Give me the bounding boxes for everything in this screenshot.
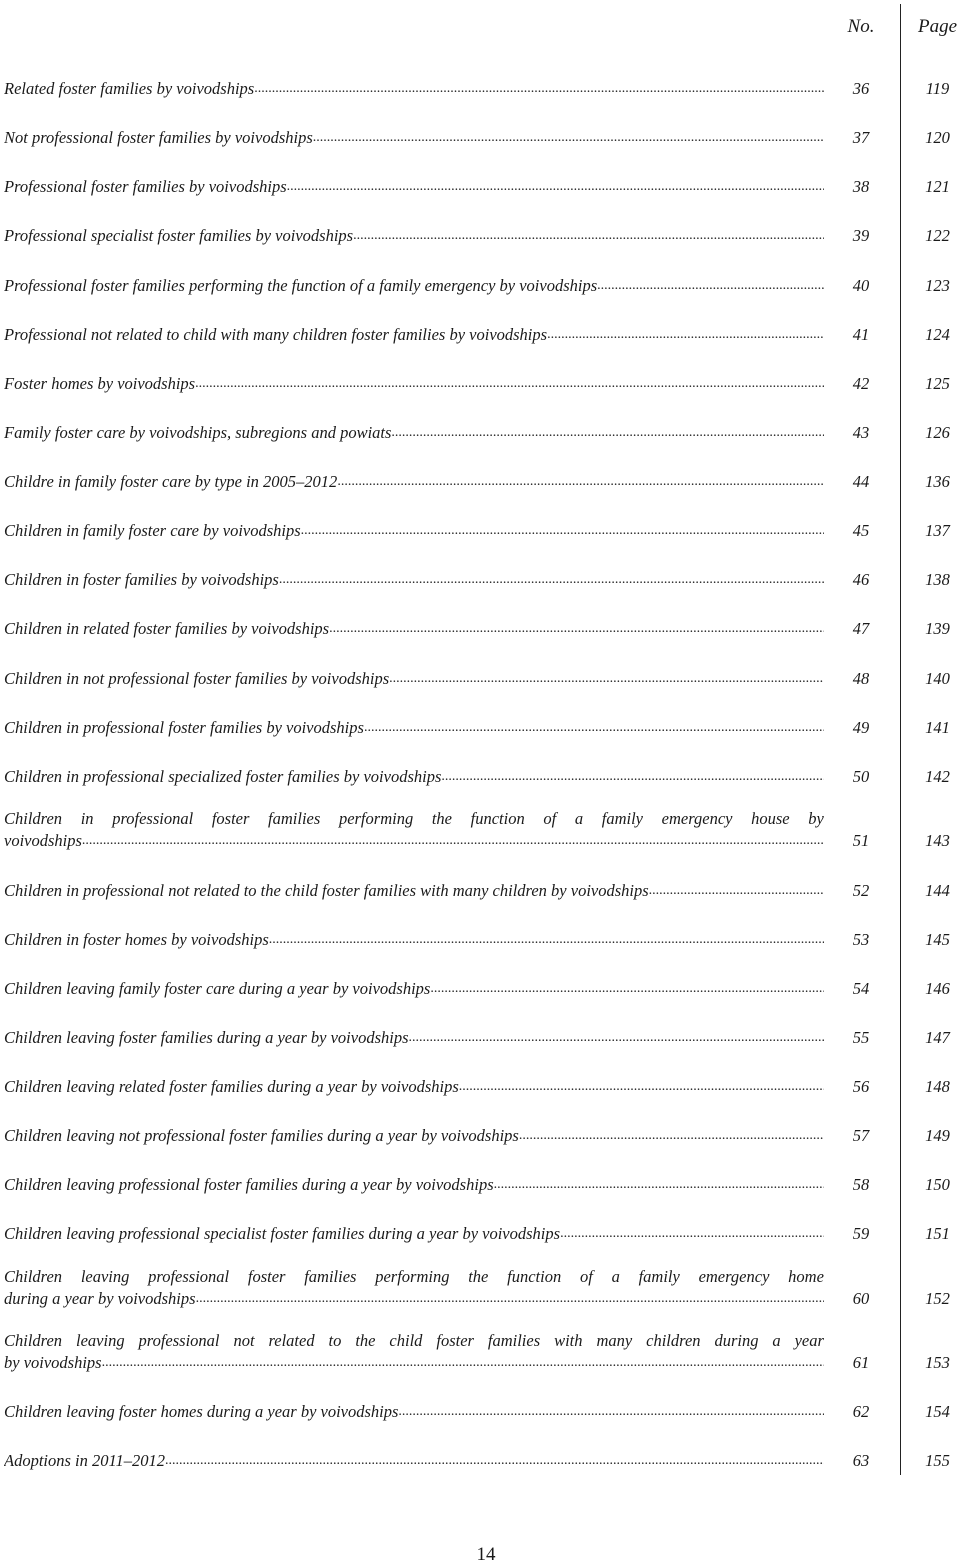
toc-entry[interactable]	[0, 225, 960, 247]
toc-entry[interactable]	[0, 471, 960, 493]
dot-leader	[519, 1125, 824, 1147]
dot-leader	[389, 668, 824, 690]
toc-entry-title	[4, 618, 824, 640]
toc-entry-title	[4, 1174, 824, 1196]
toc-entry-title-word: the	[355, 1331, 376, 1350]
dot-leader	[597, 275, 824, 297]
toc-entry-title	[4, 1330, 824, 1374]
toc-entry-title-word: family	[601, 809, 643, 828]
toc-entry-page: 121	[925, 177, 950, 196]
toc-entry-number: 41	[852, 325, 870, 344]
toc-entry-title-word: families	[268, 809, 321, 828]
toc-entry[interactable]	[0, 324, 960, 346]
toc-entry-page: 145	[925, 930, 950, 949]
toc-entry-number: 38	[852, 177, 870, 196]
toc-entry[interactable]	[0, 520, 960, 542]
toc-entry-title-word: professional	[148, 1267, 230, 1286]
dot-leader	[430, 978, 824, 1000]
toc-entry-title-word: professional	[112, 809, 194, 828]
toc-entry-page: 143	[925, 831, 950, 850]
toc-entry[interactable]	[0, 929, 960, 951]
toc-entry-title-text: Children leaving family foster care during a year by voivodships	[4, 979, 431, 998]
toc-entry[interactable]	[0, 275, 960, 297]
toc-entry[interactable]	[0, 1027, 960, 1049]
toc-entry-title	[4, 275, 824, 297]
dot-leader	[560, 1223, 824, 1245]
dot-leader	[254, 78, 824, 100]
toc-entry-title-text: Children leaving professional specialist foster families during a year by voivodships	[4, 1224, 561, 1243]
toc-entry-title	[4, 717, 824, 739]
toc-entry-page: 141	[925, 718, 950, 737]
toc-entry-title	[4, 569, 824, 591]
toc-entry-title-word: a	[772, 1331, 781, 1350]
dot-leader	[441, 766, 824, 788]
dot-leader	[165, 1450, 824, 1472]
toc-entry-title-word: to	[328, 1331, 342, 1350]
toc-entry-title-word: Children	[4, 1267, 63, 1286]
toc-entry-title	[4, 176, 824, 198]
toc-entry-title-word: families	[304, 1267, 357, 1286]
dot-leader	[196, 1288, 824, 1310]
toc-entry-title	[4, 668, 824, 690]
toc-entry-page: 144	[925, 881, 950, 900]
toc-entry-title-word: foster	[436, 1331, 474, 1350]
toc-entry-title-text: voivodships	[4, 831, 82, 850]
toc-entry-page: 136	[925, 472, 950, 491]
dot-leader	[391, 422, 824, 444]
dot-leader	[398, 1401, 824, 1423]
toc-entry-title-text: Family foster care by voivodships, subregions and powiats	[4, 423, 392, 442]
dot-leader	[287, 176, 824, 198]
toc-entry-title-text: Children in professional not related to the child foster families with many children by voivodships	[4, 881, 649, 900]
toc-entry-title-text: Children leaving foster families during a year by voivodships	[4, 1028, 409, 1047]
toc-entry-title-word: related	[268, 1331, 315, 1350]
toc-entry-number: 57	[852, 1126, 870, 1145]
toc-entry-title-text: Children leaving professional foster families during a year by voivodships	[4, 1175, 494, 1194]
toc-entry-title-word: foster	[211, 809, 250, 828]
toc-entry-title-text: Children in professional foster families by voivodships	[4, 718, 364, 737]
toc-entry-number: 53	[852, 930, 870, 949]
toc-entry-page: 148	[925, 1077, 950, 1096]
toc-entry[interactable]	[0, 808, 960, 852]
toc-entry-page: 125	[925, 374, 950, 393]
toc-entry-number: 58	[852, 1175, 870, 1194]
toc-entry-number: 59	[852, 1224, 870, 1243]
toc-entry-number: 49	[852, 718, 870, 737]
toc-entry[interactable]	[0, 1174, 960, 1196]
toc-entry-title-text: Children in professional specialized foster families by voivodships	[4, 767, 442, 786]
toc-entry-page: 151	[925, 1224, 950, 1243]
toc-entry-title-word: with	[554, 1331, 583, 1350]
toc-entry-number: 52	[852, 881, 870, 900]
toc-entry-number: 63	[852, 1451, 870, 1470]
toc-entry[interactable]	[0, 1450, 960, 1472]
toc-entry-title-text: Children leaving related foster families during a year by voivodships	[4, 1077, 459, 1096]
toc-entry-title	[4, 1027, 824, 1049]
toc-entry[interactable]	[0, 373, 960, 395]
toc-entry-title	[4, 1223, 824, 1245]
toc-entry-title-text: Children in foster families by voivodships	[4, 570, 279, 589]
toc-entry-number: 43	[852, 423, 870, 442]
toc-entry-page: 120	[925, 128, 950, 147]
toc-entry[interactable]	[0, 127, 960, 149]
toc-entry-title-word: of	[543, 809, 557, 828]
toc-entry-title-word: in	[80, 809, 94, 828]
dot-leader	[195, 373, 824, 395]
dot-leader	[459, 1076, 824, 1098]
toc-entry-title	[4, 127, 824, 149]
column-header-number: No.	[847, 16, 875, 37]
dot-leader	[337, 471, 824, 493]
toc-entry-title-text: by voivodships	[4, 1353, 102, 1372]
dot-leader	[313, 127, 824, 149]
toc-entry-number: 44	[852, 472, 870, 491]
toc-entry-title-word: family	[638, 1267, 680, 1286]
toc-entry-title-text: Children in family foster care by voivodships	[4, 521, 301, 540]
toc-entry[interactable]	[0, 766, 960, 788]
toc-entry[interactable]	[0, 1266, 960, 1310]
toc-entry-title-word: Children	[4, 809, 63, 828]
toc-entry-title	[4, 978, 824, 1000]
toc-entry-title-word: of	[579, 1267, 593, 1286]
toc-entry[interactable]	[0, 78, 960, 100]
toc-entry-title	[4, 78, 824, 100]
toc-entry-number: 40	[852, 276, 870, 295]
toc-entry-title-text: Related foster families by voivodships	[4, 79, 255, 98]
toc-entry[interactable]	[0, 1401, 960, 1423]
toc-entry-number: 60	[852, 1289, 870, 1308]
toc-entry-page: 149	[925, 1126, 950, 1145]
dot-leader	[409, 1027, 824, 1049]
toc-entry-title-word: performing	[375, 1267, 450, 1286]
toc-entry-title-text: Children leaving not professional foster families during a year by voivodships	[4, 1126, 519, 1145]
toc-entry[interactable]	[0, 978, 960, 1000]
toc-entry[interactable]	[0, 1076, 960, 1098]
toc-entry-page: 152	[925, 1289, 950, 1308]
toc-entry-title-text: Children in not professional foster families by voivodships	[4, 669, 390, 688]
toc-entry-title-word: emergency	[698, 1267, 770, 1286]
toc-entry-title-text: Children in related foster families by voivodships	[4, 619, 330, 638]
toc-entry-title-word: emergency	[661, 809, 733, 828]
toc-entry-number: 42	[852, 374, 870, 393]
toc-entry-title-text: Professional foster families performing the function of a family emergency by voivodships	[4, 276, 598, 295]
dot-leader	[649, 880, 824, 902]
dot-leader	[494, 1174, 824, 1196]
toc-entry-page: 124	[925, 325, 950, 344]
toc-entry-title-word: children	[646, 1331, 701, 1350]
toc-entry-title	[4, 1266, 824, 1310]
toc-entry-page: 137	[925, 521, 950, 540]
toc-entry-number: 51	[852, 831, 870, 850]
toc-entry-number: 54	[852, 979, 870, 998]
toc-entry-title-word: professional	[138, 1331, 220, 1350]
toc-entry-number: 37	[852, 128, 870, 147]
toc-entry-title-word: house	[751, 809, 790, 828]
toc-entry-title-word: leaving	[76, 1331, 125, 1350]
toc-entry-title	[4, 422, 824, 444]
toc-entry-title	[4, 225, 824, 247]
toc-entry-title-word: by	[808, 809, 824, 828]
page-number: 14	[476, 1544, 496, 1565]
toc-entry-title-word: home	[788, 1267, 824, 1286]
toc-entry-title	[4, 1125, 824, 1147]
toc-entry-title	[4, 1076, 824, 1098]
toc-entry-title	[4, 1450, 824, 1472]
toc-entry-page: 119	[925, 79, 950, 98]
toc-entry-title	[4, 471, 824, 493]
toc-entry-page: 126	[925, 423, 950, 442]
dot-leader	[364, 717, 824, 739]
toc-entry[interactable]	[0, 176, 960, 198]
dot-leader	[353, 225, 824, 247]
toc-entry-title	[4, 1401, 824, 1423]
toc-entry-number: 47	[852, 619, 870, 638]
toc-entry[interactable]	[0, 1330, 960, 1374]
toc-entry-page: 140	[925, 669, 950, 688]
toc-entry-title-text: Professional foster families by voivodships	[4, 177, 287, 196]
toc-entry[interactable]	[0, 717, 960, 739]
toc-entry[interactable]	[0, 422, 960, 444]
toc-entry-page: 146	[925, 979, 950, 998]
dot-leader	[269, 929, 824, 951]
toc-entry-number: 39	[852, 226, 870, 245]
toc-entry-title-word: a	[611, 1267, 620, 1286]
toc-entry[interactable]	[0, 1223, 960, 1245]
toc-entry-number: 55	[852, 1028, 870, 1047]
toc-entry-page: 155	[925, 1451, 950, 1470]
toc-entry[interactable]	[0, 1125, 960, 1147]
toc-entry-title-word: the	[468, 1267, 489, 1286]
toc-entry-title-word: not	[233, 1331, 255, 1350]
toc-entry-page: 154	[925, 1402, 950, 1421]
toc-entry-number: 45	[852, 521, 870, 540]
toc-entry-title	[4, 880, 824, 902]
toc-entry-title-word: families	[487, 1331, 541, 1350]
toc-entry-number: 36	[852, 79, 870, 98]
toc-entry-page: 153	[925, 1353, 950, 1372]
toc-entry-title-text: during a year by voivodships	[4, 1289, 196, 1308]
column-header-page: Page	[917, 16, 958, 37]
toc-entry-title-word: function	[507, 1267, 562, 1286]
toc-entry-page: 147	[925, 1028, 950, 1047]
toc-entry-title-word: foster	[247, 1267, 286, 1286]
toc-entry-number: 46	[852, 570, 870, 589]
toc-entry-title-word: many	[596, 1331, 633, 1350]
toc-entry-page: 142	[925, 767, 950, 786]
toc-entry-title-text: Children leaving foster homes during a year by voivodships	[4, 1402, 399, 1421]
dot-leader	[279, 569, 824, 591]
toc-entry-title-word: a	[574, 809, 584, 828]
toc-entry-page: 123	[925, 276, 950, 295]
toc-entry[interactable]	[0, 618, 960, 640]
toc-entry-title-word: during	[714, 1331, 759, 1350]
dot-leader	[547, 324, 824, 346]
toc-entry-title-text: Not professional foster families by voivodships	[4, 128, 313, 147]
dot-leader	[102, 1352, 824, 1374]
toc-entry-title-text: Children in foster homes by voivodships	[4, 930, 269, 949]
toc-entry-number: 62	[852, 1402, 870, 1421]
toc-entry-page: 122	[925, 226, 950, 245]
toc-entry[interactable]	[0, 880, 960, 902]
toc-entry-title-text: Foster homes by voivodships	[4, 374, 196, 393]
dot-leader	[329, 618, 824, 640]
toc-entry-title	[4, 929, 824, 951]
toc-entry-number: 56	[852, 1077, 870, 1096]
dot-leader	[82, 830, 824, 852]
toc-entry-title-word: the	[431, 809, 452, 828]
toc-entry-title	[4, 324, 824, 346]
toc-entry-number: 50	[852, 767, 870, 786]
toc-entry[interactable]	[0, 569, 960, 591]
toc-entry-title	[4, 808, 824, 852]
toc-entry-title	[4, 766, 824, 788]
toc-entry-title-text: Professional not related to child with many children foster families by voivodships	[4, 325, 548, 344]
toc-entry-number: 61	[852, 1353, 870, 1372]
toc-entry-title-word: Children	[4, 1331, 63, 1350]
toc-entry-title-word: child	[389, 1331, 423, 1350]
toc-entry-title	[4, 373, 824, 395]
toc-entry-number: 48	[852, 669, 870, 688]
dot-leader	[301, 520, 824, 542]
toc-entry-page: 138	[925, 570, 950, 589]
toc-entry[interactable]	[0, 668, 960, 690]
toc-entry-page: 150	[925, 1175, 950, 1194]
toc-entry-page: 139	[925, 619, 950, 638]
toc-entry-title-text: Childre in family foster care by type in 2005–2012	[4, 472, 338, 491]
toc-entry-title	[4, 520, 824, 542]
toc-entry-title-word: function	[470, 809, 525, 828]
toc-entry-title-word: year	[794, 1331, 824, 1350]
toc-entry-title-word: performing	[338, 809, 414, 828]
toc-entry-title-word: leaving	[80, 1267, 130, 1286]
toc-entry-title-text: Adoptions in 2011–2012	[4, 1451, 166, 1470]
toc-entry-title-text: Professional specialist foster families by voivodships	[4, 226, 354, 245]
